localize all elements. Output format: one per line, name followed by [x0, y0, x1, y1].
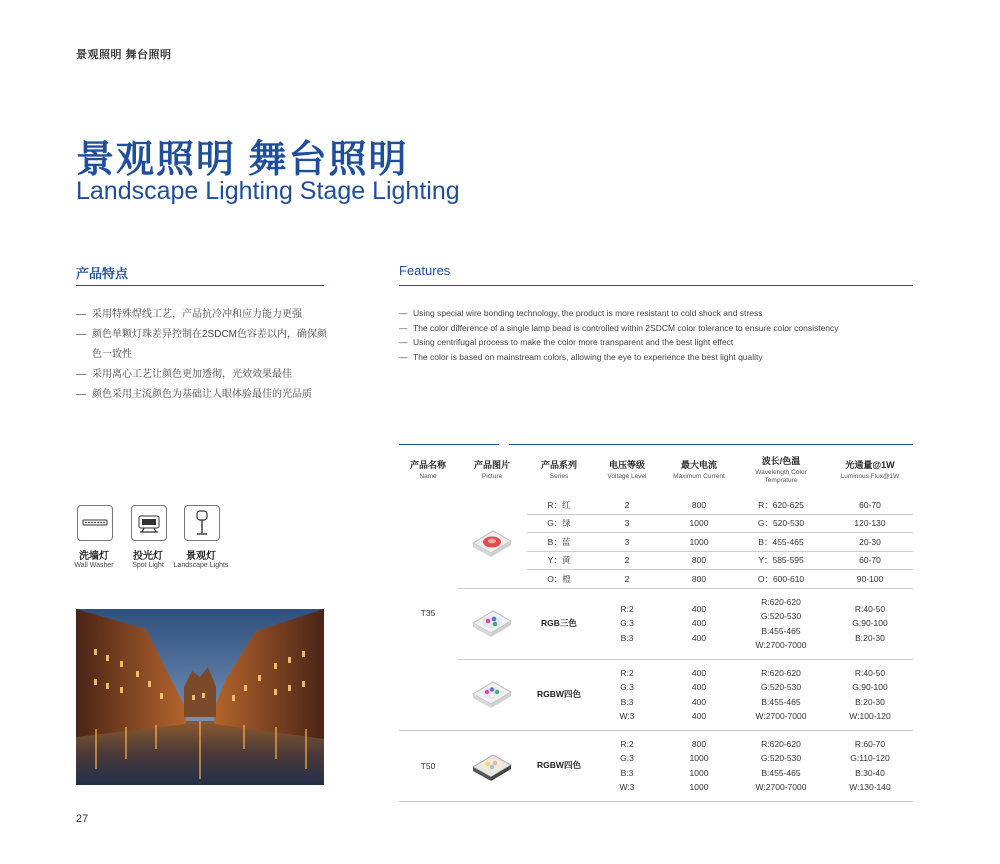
current-cell: 1000 [663, 514, 735, 533]
header-cell: 最大电流 Maximum Current [673, 459, 725, 480]
app-label-en: Wall Washer [74, 562, 114, 569]
series-cell: O：橙 [527, 570, 591, 589]
header-cell: 产品图片 Picture [473, 459, 510, 480]
led-rgbw-image [457, 659, 527, 730]
features-heading-en: Features [399, 263, 451, 278]
landscape-light-icon [184, 505, 220, 541]
wave-cell: R:620-620 G:520-530 B:455-465 W:2700-7000 [735, 730, 827, 801]
series-cell: R：红 [527, 496, 591, 514]
series-cell: G：绿 [527, 514, 591, 533]
page-number: 27 [76, 813, 89, 825]
landscape-photo [76, 609, 324, 785]
flux-cell: 60-70 [827, 551, 913, 570]
led-rgbw-t50-image [457, 730, 527, 801]
voltage-cell: 3 [591, 533, 663, 552]
header-cell: 产品名称 Name [409, 459, 446, 480]
current-cell: 800 [663, 570, 735, 589]
series-cell: B：蓝 [527, 533, 591, 552]
table-row [399, 730, 913, 801]
spot-light-icon [131, 505, 167, 541]
series-cell: RGBW四色 [527, 730, 591, 801]
current-cell: 800 1000 1000 1000 [663, 730, 735, 801]
wall-washer-icon [77, 505, 113, 541]
wave-cell: R:620-620 G:520-530 B:455-465 W:2700-7000 [735, 588, 827, 659]
wave-cell: R：620-625 [735, 496, 827, 514]
voltage-cell: R:2 G:3 B:3 [591, 588, 663, 659]
spec-table [399, 444, 913, 802]
app-label-en: Spot Light [132, 562, 164, 569]
list-item: — 采用离心工艺让颜色更加透彻，光效效果最佳 [76, 369, 292, 380]
features-cn-rule [76, 285, 324, 286]
wave-cell: G：520-530 [735, 514, 827, 533]
wave-cell: R:620-620 G:520-530 B:455-465 W:2700-7000 [735, 659, 827, 730]
flux-cell: 20-30 [827, 533, 913, 552]
flux-cell: 60-70 [827, 496, 913, 514]
series-cell: RGB三色 [527, 588, 591, 659]
flux-cell: 90-100 [827, 570, 913, 589]
features-list-cn [76, 305, 336, 405]
table-header-row [399, 444, 913, 496]
current-cell: 1000 [663, 533, 735, 552]
flux-cell: 120-130 [827, 514, 913, 533]
name-cell-t50: T50 [399, 730, 457, 801]
voltage-cell: R:2 G:3 B:3 W:3 [591, 730, 663, 801]
running-header: 景观照明 舞台照明 [76, 49, 172, 61]
series-cell: Y：黄 [527, 551, 591, 570]
current-cell: 400 400 400 [663, 588, 735, 659]
app-label-en: Landscape Lights [173, 562, 229, 569]
led-single-image [457, 496, 527, 588]
list-item: — Using special wire bonding technology, the product is more resistant to cold shock and stress [399, 308, 763, 318]
list-item: — The color is based on mainstream colors, allowing the eye to experience the best light quality [399, 351, 763, 362]
voltage-cell: 2 [591, 570, 663, 589]
table-row [399, 588, 913, 659]
voltage-cell: 2 [591, 551, 663, 570]
list-item: — 颜色单颗灯珠差异控制在2SDCM色容差以内，确保颜色一致性 [76, 329, 328, 360]
features-en-rule [399, 285, 913, 286]
features-heading-cn: 产品特点 [76, 266, 129, 281]
voltage-cell: R:2 G:3 B:3 W:3 [591, 659, 663, 730]
led-rgb-image [457, 588, 527, 659]
table-row [399, 496, 913, 514]
app-label-cn: 景观灯 [186, 551, 216, 562]
flux-cell: R:60-70 G:110-120 B:30-40 W:130-140 [827, 730, 913, 801]
page-title-cn: 景观照明 舞台照明 [76, 139, 409, 181]
app-label-cn: 洗墙灯 [79, 551, 109, 562]
header-cell: 波长/色温 Wavelength Color Temprature [755, 455, 807, 484]
list-item: — 采用特殊焊线工艺，产品抗冷冲和应力能力更强 [76, 309, 302, 320]
page-title-en: Landscape Lighting Stage Lighting [76, 177, 460, 205]
current-cell: 400 400 400 400 [663, 659, 735, 730]
flux-cell: R:40-50 G:90-100 B:20-30 W:100-120 [827, 659, 913, 730]
wave-cell: B：455-465 [735, 533, 827, 552]
voltage-cell: 3 [591, 514, 663, 533]
list-item: — 颜色采用主流颜色为基础让人眼体验最佳的光品质 [76, 389, 312, 400]
list-item: — Using centrifugal process to make the color more transparent and the best light effect [399, 337, 734, 347]
current-cell: 800 [663, 551, 735, 570]
wave-cell: Y：585-595 [735, 551, 827, 570]
series-cell: RGBW四色 [527, 659, 591, 730]
name-cell-t35: T35 [399, 496, 457, 730]
wave-cell: O：600-610 [735, 570, 827, 589]
header-cell: 产品系列 Series [540, 459, 577, 480]
app-label-cn: 投光灯 [133, 551, 163, 562]
header-cell: 电压等级 Voltage Level [607, 459, 647, 480]
table-row [399, 659, 913, 730]
voltage-cell: 2 [591, 496, 663, 514]
list-item: — The color difference of a single lamp bead is controlled within 2SDCM color tolerance to ensure color consistency [399, 322, 839, 333]
current-cell: 800 [663, 496, 735, 514]
flux-cell: R:40-50 G:90-100 B:20-30 [827, 588, 913, 659]
features-list-en [399, 306, 919, 364]
header-cell: 光通量@1W Luminous Flux@1W [840, 459, 900, 480]
